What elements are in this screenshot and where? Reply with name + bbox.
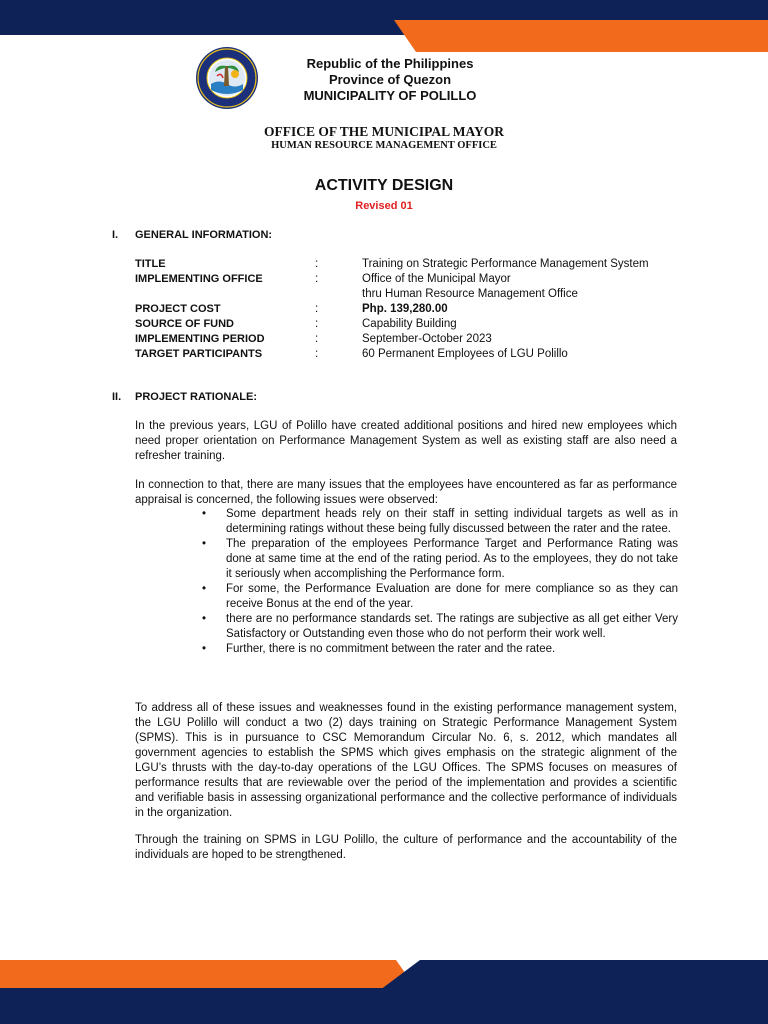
header-province: Province of Quezon bbox=[328, 72, 452, 87]
info-label: TARGET PARTICIPANTS bbox=[135, 348, 263, 360]
suboffice-name: HUMAN RESOURCE MANAGEMENT OFFICE bbox=[271, 140, 497, 151]
header-republic: Republic of the Philippines bbox=[306, 56, 474, 71]
info-label: IMPLEMENTING PERIOD bbox=[135, 333, 265, 345]
info-colon: : bbox=[315, 273, 319, 285]
list-item: • Some department heads rely on their staff in setting individual targets as well as in determining ratings without these being fully discussed between the rater and the ratee. bbox=[202, 507, 678, 537]
info-label: IMPLEMENTING OFFICE bbox=[135, 273, 263, 285]
header-text bbox=[280, 56, 500, 104]
info-value: Office of the Municipal Mayor bbox=[362, 273, 511, 285]
info-label: SOURCE OF FUND bbox=[135, 318, 234, 330]
section-1-number: I. bbox=[112, 229, 119, 241]
info-value: thru Human Resource Management Office bbox=[362, 288, 578, 300]
header-municipality: MUNICIPALITY OF POLILLO bbox=[303, 88, 477, 103]
info-value: September-October 2023 bbox=[362, 333, 492, 345]
section-2-number: II. bbox=[112, 391, 122, 403]
rationale-paragraph-1: In the previous years, LGU of Polillo have created additional positions and hired new employees which need proper orientation on Performance Management System as well as existing staff are also need a refresher training. bbox=[135, 420, 677, 462]
document-title: ACTIVITY DESIGN bbox=[314, 177, 454, 194]
rationale-paragraph-4: Through the training on SPMS in LGU Polillo, the culture of performance and the accountability of the individuals are hoped to be strengthened. bbox=[135, 834, 677, 861]
list-item: • Further, there is no commitment between the rater and the ratee. bbox=[202, 642, 678, 657]
info-colon: : bbox=[315, 303, 319, 315]
section-2-title: PROJECT RATIONALE: bbox=[135, 391, 258, 403]
list-item: • For some, the Performance Evaluation are done for mere compliance so as they can receive Bonus at the end of the year. bbox=[202, 582, 678, 612]
rationale-paragraph-2: In connection to that, there are many issues that the employees have encountered as far as performance appraisal is concerned, the following issues were observed: bbox=[135, 479, 677, 506]
revision-label: Revised 01 bbox=[355, 200, 413, 212]
footer-band-navy-right bbox=[380, 960, 768, 990]
office-name: OFFICE OF THE MUNICIPAL MAYOR bbox=[263, 124, 504, 139]
info-value: 60 Permanent Employees of LGU Polillo bbox=[362, 348, 568, 360]
info-colon: : bbox=[315, 333, 319, 345]
info-label: PROJECT COST bbox=[135, 303, 221, 315]
info-value: Training on Strategic Performance Management System bbox=[362, 258, 649, 270]
info-value: Php. 139,280.00 bbox=[362, 303, 448, 315]
info-colon: : bbox=[315, 318, 319, 330]
info-colon: : bbox=[315, 348, 319, 360]
municipal-seal-icon bbox=[195, 46, 259, 110]
section-1-heading bbox=[112, 229, 272, 241]
list-item: • there are no performance standards set. The ratings are subjective as all get either Very Satisfactory or Outstanding even those who do not perform their work well. bbox=[202, 612, 678, 642]
section-2-heading bbox=[112, 391, 257, 403]
list-item: • The preparation of the employees Performance Target and Performance Rating was done at same time at the end of the rating period. As to the employees, they do not take it seriously when accomplishing the Performance form. bbox=[202, 537, 678, 582]
info-colon: : bbox=[315, 258, 319, 270]
info-value: Capability Building bbox=[362, 318, 457, 330]
issues-list bbox=[202, 507, 678, 657]
header-band-orange bbox=[394, 20, 768, 52]
rationale-paragraph-3: To address all of these issues and weaknesses found in the existing performance management system, the LGU Polillo will conduct a two (2) days training on Strategic Performance Management System (SPMS). This is in pursuance to CSC Memorandum Circular No. 6, s. 2012, which mandates all government agencies to establish the SPMS which gives emphasis on the strategic alignment of the LGU’s thrusts with the day-to-day operations of the LGU Offices. The SPMS focuses on measures of performance results that are reviewable over the period of the implementation and provides a scientific and verifiable basis in assessing organizational performance and the collective performance of individuals in the organization. bbox=[135, 702, 677, 819]
footer-band-navy bbox=[0, 988, 768, 1024]
info-label: TITLE bbox=[135, 258, 166, 270]
section-1-title: GENERAL INFORMATION: bbox=[135, 229, 273, 241]
header-band-navy-right bbox=[394, 0, 768, 20]
